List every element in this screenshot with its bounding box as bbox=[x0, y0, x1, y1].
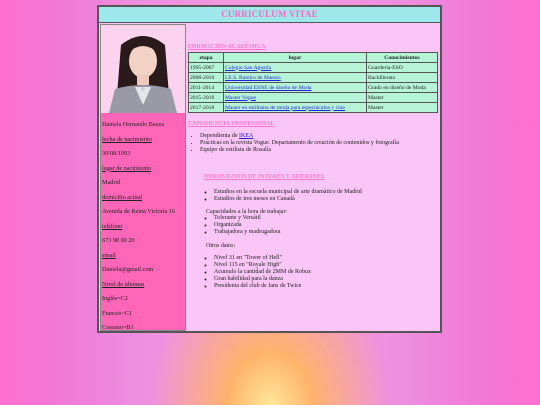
list-item: ◦ Organizada bbox=[214, 222, 440, 229]
sidebar-email-link[interactable]: email bbox=[102, 251, 116, 259]
sidebar bbox=[100, 24, 186, 331]
sidebar-korean: Coreano=B1 bbox=[102, 324, 134, 331]
sidebar-birthplace: Madrid bbox=[102, 179, 121, 186]
table-row bbox=[189, 83, 438, 93]
table-row bbox=[189, 63, 438, 73]
sidebar-birthdate: 30/08/1993 bbox=[102, 150, 131, 157]
cv-frame bbox=[97, 5, 442, 333]
cell-etapa: 1995-2007 bbox=[189, 63, 224, 73]
education-title: FORMACIÓN ACADÉMICA bbox=[188, 44, 266, 50]
cell-lugar-link[interactable]: Colegio San Agustín bbox=[225, 64, 272, 71]
list-item: • Prácticas en la revista Vogue. Departamento de creación de contenidos y fotografía bbox=[200, 140, 440, 147]
sidebar-phone: 673 98 00 20 bbox=[102, 237, 135, 244]
list-item: ◦ Trabajadora y madrugadora bbox=[214, 229, 440, 236]
cell-conocimientos: Bachillerato bbox=[367, 73, 438, 83]
table-row bbox=[189, 93, 438, 103]
skills-list bbox=[188, 215, 440, 237]
col-conocimientos: Conocimientos bbox=[367, 53, 438, 63]
sidebar-french: Francés=C1 bbox=[102, 309, 132, 317]
list-item: ◦ Presidenta del club de fans de Twice bbox=[214, 283, 440, 290]
table-header-row bbox=[189, 53, 438, 63]
col-etapa: etapa bbox=[189, 53, 224, 63]
page-title: CURRICULUM VITAE bbox=[99, 7, 440, 23]
cell-lugar-link[interactable]: Master Vogue bbox=[225, 94, 257, 101]
cell-etapa: 2008-2010 bbox=[189, 73, 224, 83]
list-item: ◦ Tolerante y Versátil bbox=[214, 215, 440, 222]
full-name: Daniela Hernando Baeza bbox=[102, 121, 164, 128]
experience-title: EXPERIENCIA PROFESIONAL bbox=[188, 121, 275, 127]
skills-title: Capacidades a la hora de trabajar: bbox=[206, 209, 288, 216]
cell-conocimientos: Master bbox=[367, 93, 438, 103]
cell-conocimientos: Grado en diseño de Moda bbox=[367, 83, 438, 93]
sidebar-languages-link[interactable]: Nivel de idiomas bbox=[102, 280, 145, 288]
experience-list bbox=[188, 133, 440, 155]
cell-lugar-link[interactable]: Universidad ESNE de diseño de Moda bbox=[225, 84, 312, 91]
cell-conocimientos: Master bbox=[367, 103, 438, 113]
education-table bbox=[188, 52, 438, 113]
sidebar-birthdate-link[interactable]: fecha de nacimiento bbox=[102, 135, 152, 143]
list-item: ◦ Nivel 115 en "Royale High" bbox=[214, 262, 440, 269]
other-data-list bbox=[188, 255, 440, 291]
list-item: • Equipo de estilista de Rosalía bbox=[200, 147, 440, 154]
other-title: OTROS DATOS DE INTERÉS Y AFICIONES bbox=[204, 173, 325, 180]
sidebar-address: Avenida de Reina Victoria 16 bbox=[102, 208, 175, 215]
list-item: ◦ Acumulo la cantidad de 2MM de Robux bbox=[214, 269, 440, 276]
sidebar-phone-link[interactable]: teléfono bbox=[102, 222, 123, 230]
list-item: ◦ Estudios de tres meses en Canadá bbox=[214, 196, 440, 203]
cell-conocimientos: Guardería-ESO bbox=[367, 63, 438, 73]
list-item: ◦ Nivel 31 en "Tower of Hell" bbox=[214, 255, 440, 262]
cell-etapa: 2017-2018 bbox=[189, 103, 224, 113]
portrait-image bbox=[101, 25, 185, 113]
studies-list bbox=[188, 189, 440, 203]
main-content bbox=[188, 24, 440, 331]
sidebar-email: Daniela@gmail.com bbox=[102, 266, 154, 273]
other-data-title: Otros datos: bbox=[206, 242, 236, 249]
cell-etapa: 2015-2016 bbox=[189, 93, 224, 103]
sidebar-address-link[interactable]: domicilio actual bbox=[102, 193, 143, 201]
table-row bbox=[189, 73, 438, 83]
sidebar-birthplace-link[interactable]: lugar de nacimiento bbox=[102, 164, 152, 172]
list-item: • Dependienta de IKEA bbox=[200, 133, 440, 140]
cell-lugar-link[interactable]: Master en estilismo de moda para espectáculos y cine bbox=[225, 104, 345, 111]
table-row bbox=[189, 103, 438, 113]
col-lugar: lugar bbox=[224, 53, 367, 63]
ikea-link[interactable]: IKEA bbox=[238, 133, 254, 139]
cell-lugar-link[interactable]: I.E.S. Ramiro de Maeztu bbox=[225, 74, 281, 81]
cell-etapa: 2011-2014 bbox=[189, 83, 224, 93]
list-item: ◦ Estudios en la escuela municipal de arte dramático de Madrid bbox=[214, 189, 440, 196]
profile-photo bbox=[101, 25, 185, 113]
list-item: ◦ Gran habilidad para la danza bbox=[214, 276, 440, 283]
sidebar-english: Inglés=C2 bbox=[102, 295, 128, 302]
